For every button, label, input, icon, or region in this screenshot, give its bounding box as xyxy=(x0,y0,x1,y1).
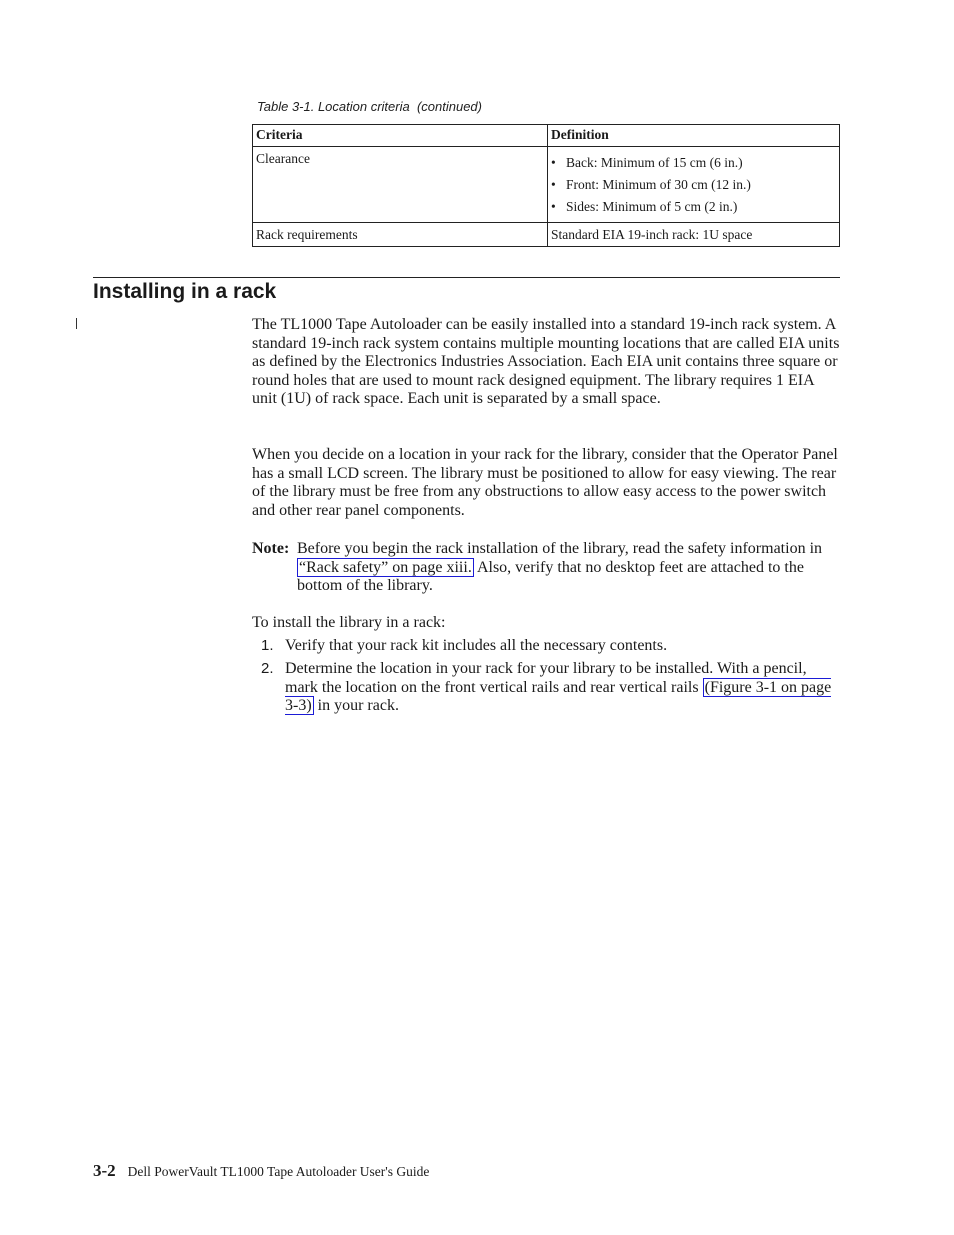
definition-cell xyxy=(548,147,840,223)
figure-link[interactable]: (Figure 3-1 on page 3-3) xyxy=(285,678,832,715)
list-item-text: Sides: Minimum of 5 cm (2 in.) xyxy=(566,199,738,214)
rack-safety-link[interactable]: “Rack safety” on page xiii. xyxy=(299,558,472,576)
list-item xyxy=(551,196,836,218)
criteria-cell: Rack requirements xyxy=(253,223,548,247)
paragraph: The TL1000 Tape Autoloader can be easily installed into a standard 19-inch rack system. A standard 19-inch rack system contains multiple mounting locations that are called EIA units as defined by the Electronics Industries Association. Each EIA unit contains three square or round holes that are used to mount rack designed equipment. The library requires 1 EIA unit (1U) of rack space. Each unit is separated by a small space. xyxy=(252,316,840,408)
definition-list xyxy=(551,147,836,218)
step-number: 2. xyxy=(261,660,274,678)
step-item xyxy=(252,637,842,656)
bullet-icon: • xyxy=(551,177,556,192)
table-caption: Table 3-1. Location criteria (continued) xyxy=(257,99,482,114)
revision-bar xyxy=(76,318,77,329)
step-text: Determine the location in your rack for your library to be installed. With a pencil, mark the location on the front vertical rails and rear vertical rails xyxy=(285,660,807,696)
note-block xyxy=(252,540,842,596)
page-footer xyxy=(93,1161,429,1181)
criteria-cell: Clearance xyxy=(253,147,548,223)
note-text xyxy=(297,540,842,596)
paragraph: When you decide on a location in your rack for the library, consider that the Operator Panel has a small LCD screen. The library must be positioned to allow for easy viewing. The rear of the library must be free from any obstructions to allow easy access to the power switch and other rear panel components. xyxy=(252,446,838,519)
list-item-text: Front: Minimum of 30 cm (12 in.) xyxy=(566,177,751,192)
bullet-icon: • xyxy=(551,155,556,170)
location-criteria-table xyxy=(252,124,840,247)
note-label: Note: xyxy=(252,540,290,557)
step-item xyxy=(252,660,842,716)
table-row xyxy=(253,147,840,223)
step-number: 1. xyxy=(261,637,274,654)
table-row xyxy=(253,223,840,247)
list-item-text: Back: Minimum of 15 cm (6 in.) xyxy=(566,155,743,170)
step-text: Verify that your rack kit includes all the necessary contents. xyxy=(285,637,668,654)
list-item xyxy=(551,174,836,196)
bullet-icon: • xyxy=(551,199,556,214)
list-item xyxy=(551,152,836,174)
page-number: 3-2 xyxy=(93,1161,116,1180)
column-header-definition: Definition xyxy=(548,125,840,147)
steps-intro: To install the library in a rack: xyxy=(252,614,446,631)
note-text-start: Before you begin the rack installation of the library, read the safety information in xyxy=(297,540,823,557)
installation-steps xyxy=(252,637,842,720)
definition-cell: Standard EIA 19-inch rack: 1U space xyxy=(548,223,840,247)
table-header-row xyxy=(253,125,840,147)
footer-title: Dell PowerVault TL1000 Tape Autoloader User's Guide xyxy=(127,1164,430,1179)
column-header-criteria: Criteria xyxy=(253,125,548,147)
section-title: Installing in a rack xyxy=(93,280,277,303)
section-divider xyxy=(93,277,840,278)
step-text-end: in your rack. xyxy=(313,697,399,715)
note-text-end: Also, verify that no desktop feet are attached to the bottom of the library. xyxy=(297,558,804,595)
